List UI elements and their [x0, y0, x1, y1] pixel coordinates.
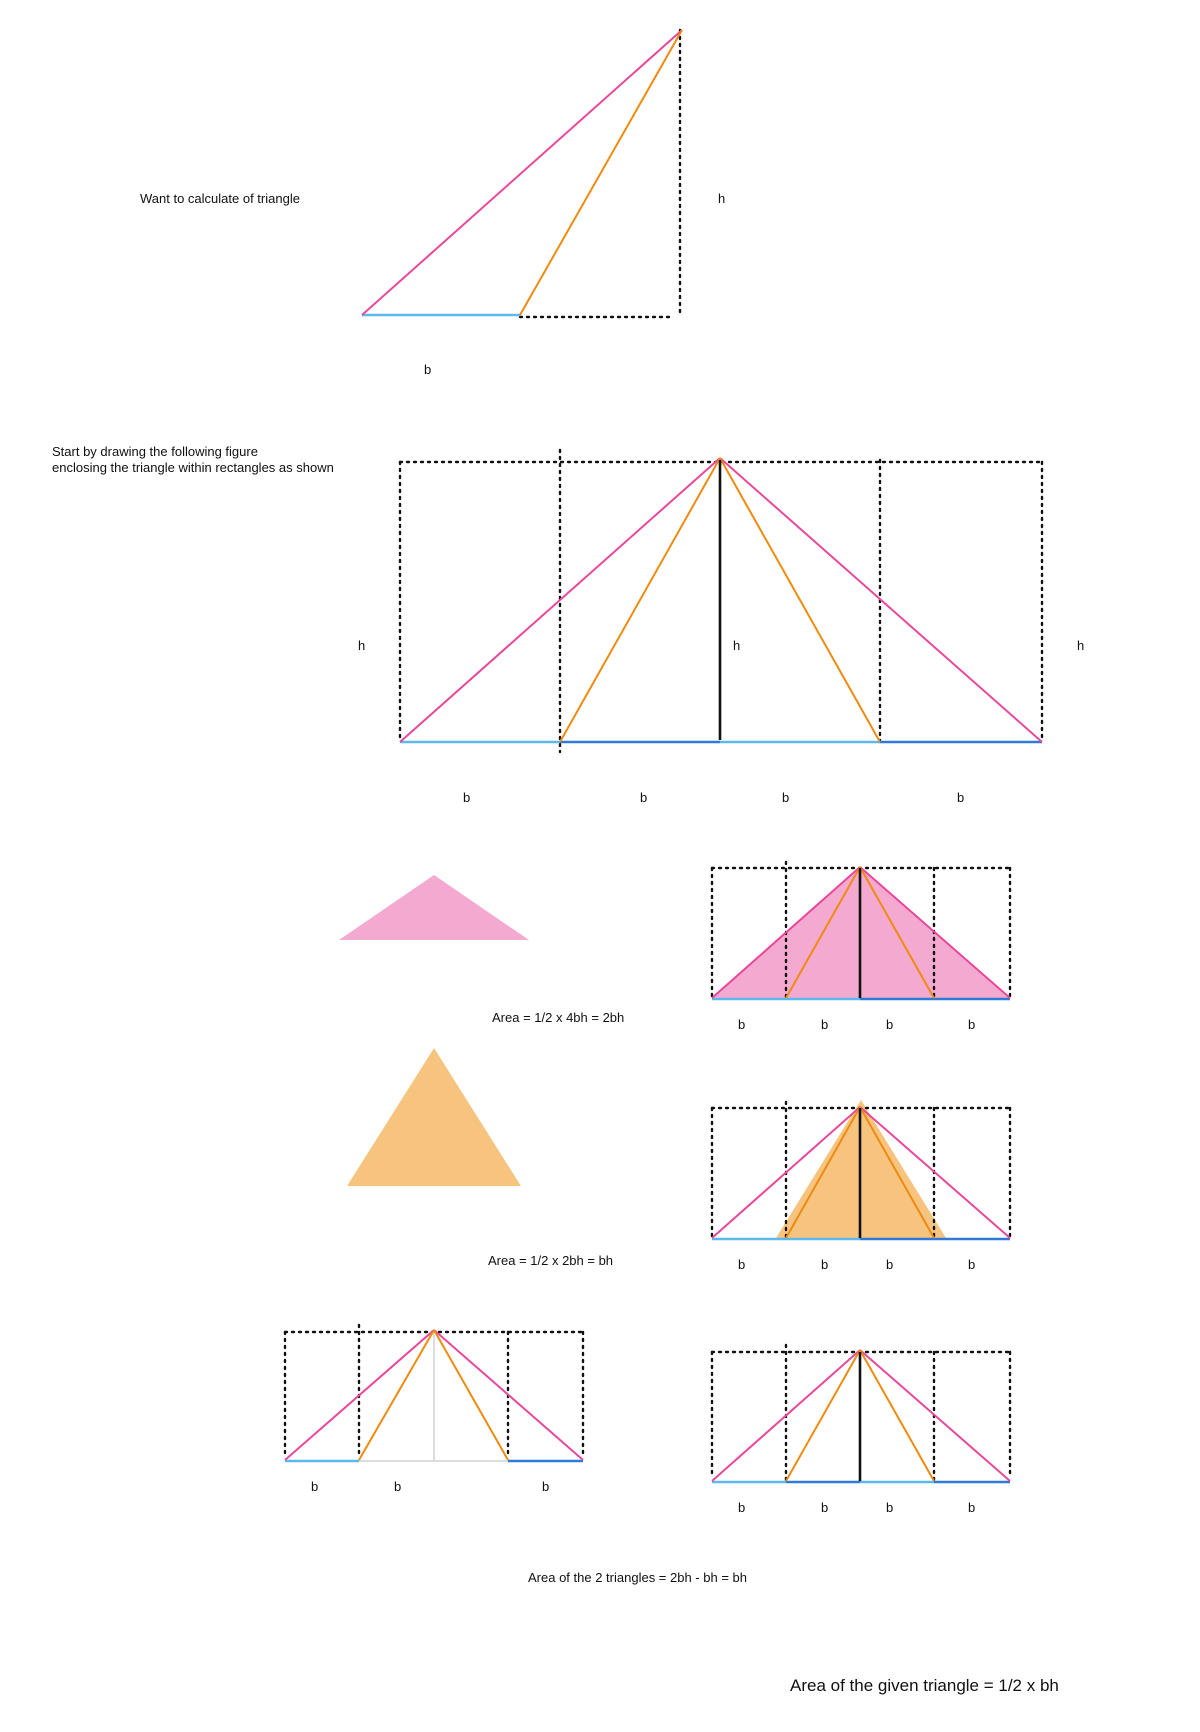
two-triangles-area-formula: Area of the 2 triangles = 2bh - bh = bh [528, 1570, 747, 1585]
figure-enclosing-rectangles [52, 444, 1084, 805]
left-orange-left [359, 1330, 434, 1460]
pink-triangle-shape [339, 875, 529, 940]
figure-middle-triangle [347, 1048, 1010, 1272]
base-label-2: b [640, 790, 648, 805]
height-label-left: h [358, 638, 366, 653]
right-base-label-1: b [738, 1500, 746, 1515]
mini2-base-label-3: b [886, 1257, 894, 1272]
big-triangle-area-formula: Area = 1/2 x 4bh = 2bh [492, 1010, 625, 1025]
left-base-label-3: b [542, 1479, 550, 1494]
mini-base-label-1: b [738, 1017, 746, 1032]
figure-given-triangle [140, 30, 725, 377]
base-label-1: b [463, 790, 471, 805]
figure-two-triangles [285, 1325, 1010, 1585]
right-base-label-2: b [821, 1500, 829, 1515]
intro-text: Want to calculate of triangle [140, 191, 300, 206]
height-label-right: h [1077, 638, 1085, 653]
short-side-orange [520, 30, 682, 315]
mini-base-label-3: b [886, 1017, 894, 1032]
right-base-label-4: b [968, 1500, 976, 1515]
mini2-base-label-2: b [821, 1257, 829, 1272]
conclusion-formula: Area of the given triangle = 1/2 x bh [790, 1676, 1059, 1695]
left-pink-left [285, 1330, 434, 1460]
right-orange-right [860, 1350, 934, 1481]
left-pink-right [434, 1330, 583, 1460]
right-pink-left [712, 1350, 860, 1481]
right-base-label-3: b [886, 1500, 894, 1515]
height-label: h [718, 191, 726, 206]
mini-base-label-4: b [968, 1017, 976, 1032]
middle-triangle-area-formula: Area = 1/2 x 2bh = bh [488, 1253, 614, 1268]
mini2-base-label-1: b [738, 1257, 746, 1272]
orange-right-side [720, 458, 880, 742]
left-base-label-1: b [311, 1479, 319, 1494]
base-label-4: b [957, 790, 965, 805]
right-pink-right [860, 1350, 1010, 1481]
left-base-label-2: b [394, 1479, 402, 1494]
base-label: b [424, 362, 432, 377]
orange-left-side [560, 458, 720, 742]
long-side-pink [362, 30, 682, 315]
right-orange-left [786, 1350, 860, 1481]
start-instruction-line2: enclosing the triangle within rectangles as shown [52, 460, 334, 475]
start-instruction-line1: Start by drawing the following figure [52, 444, 258, 459]
orange-triangle-shape [347, 1048, 521, 1186]
left-orange-right [434, 1330, 508, 1460]
mini2-base-label-4: b [968, 1257, 976, 1272]
mini-base-label-2: b [821, 1017, 829, 1032]
height-label-center: h [733, 638, 741, 653]
base-label-3: b [782, 790, 790, 805]
figure-big-triangle [339, 862, 1010, 1032]
